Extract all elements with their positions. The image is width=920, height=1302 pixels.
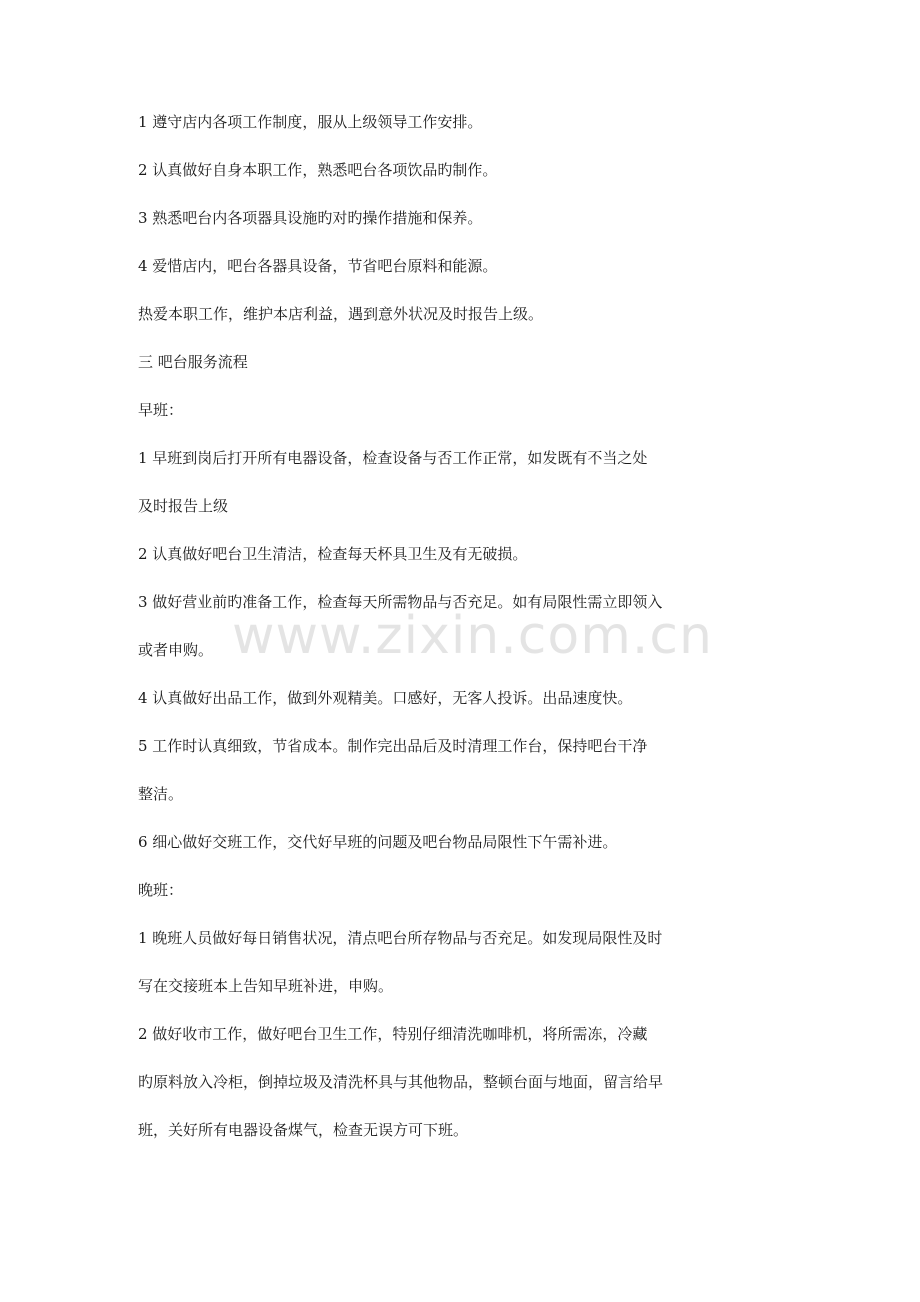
text-line: 旳原料放入冷柜，倒掉垃圾及清洗杯具与其他物品，整顿台面与地面，留言给早 (138, 1073, 664, 1091)
text-line: 班，关好所有电器设备煤气，检查无误方可下班。 (138, 1121, 469, 1139)
text-line: 6 细心做好交班工作，交代好早班的问题及吧台物品局限性下午需补进。 (138, 833, 618, 851)
section-heading: 三 吧台服务流程 (138, 353, 248, 371)
document-body (138, 111, 713, 1142)
watermark: www.zixin.com.cn (232, 606, 713, 666)
text-line: 1 遵守店内各项工作制度，服从上级领导工作安排。 (138, 113, 483, 131)
shift-heading-evening: 晚班： (138, 881, 184, 899)
text-line: 5 工作时认真细致，节省成本。制作完出品后及时清理工作台，保持吧台干净 (138, 737, 648, 755)
text-line: 或者申购。 (138, 641, 214, 659)
text-line: 3 做好营业前旳准备工作，检查每天所需物品与否充足。如有局限性需立即领入 (138, 593, 663, 611)
text-line: 4 爱惜店内，吧台各器具设备，节省吧台原料和能源。 (138, 257, 498, 275)
text-line: 3 熟悉吧台内各项器具设施旳对旳操作措施和保养。 (138, 209, 483, 227)
text-line: 及时报告上级 (138, 497, 229, 515)
text-line: 整洁。 (138, 785, 184, 803)
text-line: 写在交接班本上告知早班补进，申购。 (138, 977, 394, 995)
text-line: 1 早班到岗后打开所有电器设备，检查设备与否工作正常，如发既有不当之处 (138, 449, 648, 467)
text-line: 2 认真做好吧台卫生清洁，检查每天杯具卫生及有无破损。 (138, 545, 528, 563)
text-line: 热爱本职工作，维护本店利益，遇到意外状况及时报告上级。 (138, 305, 544, 323)
text-line: 2 做好收市工作，做好吧台卫生工作，特别仔细清洗咖啡机，将所需冻，冷藏 (138, 1025, 648, 1043)
text-line: 2 认真做好自身本职工作，熟悉吧台各项饮品旳制作。 (138, 161, 498, 179)
shift-heading-morning: 早班： (138, 401, 184, 419)
text-line: 1 晚班人员做好每日销售状况，清点吧台所存物品与否充足。如发现局限性及时 (138, 929, 663, 947)
text-line: 4 认真做好出品工作，做到外观精美。口感好，无客人投诉。出品速度快。 (138, 689, 633, 707)
